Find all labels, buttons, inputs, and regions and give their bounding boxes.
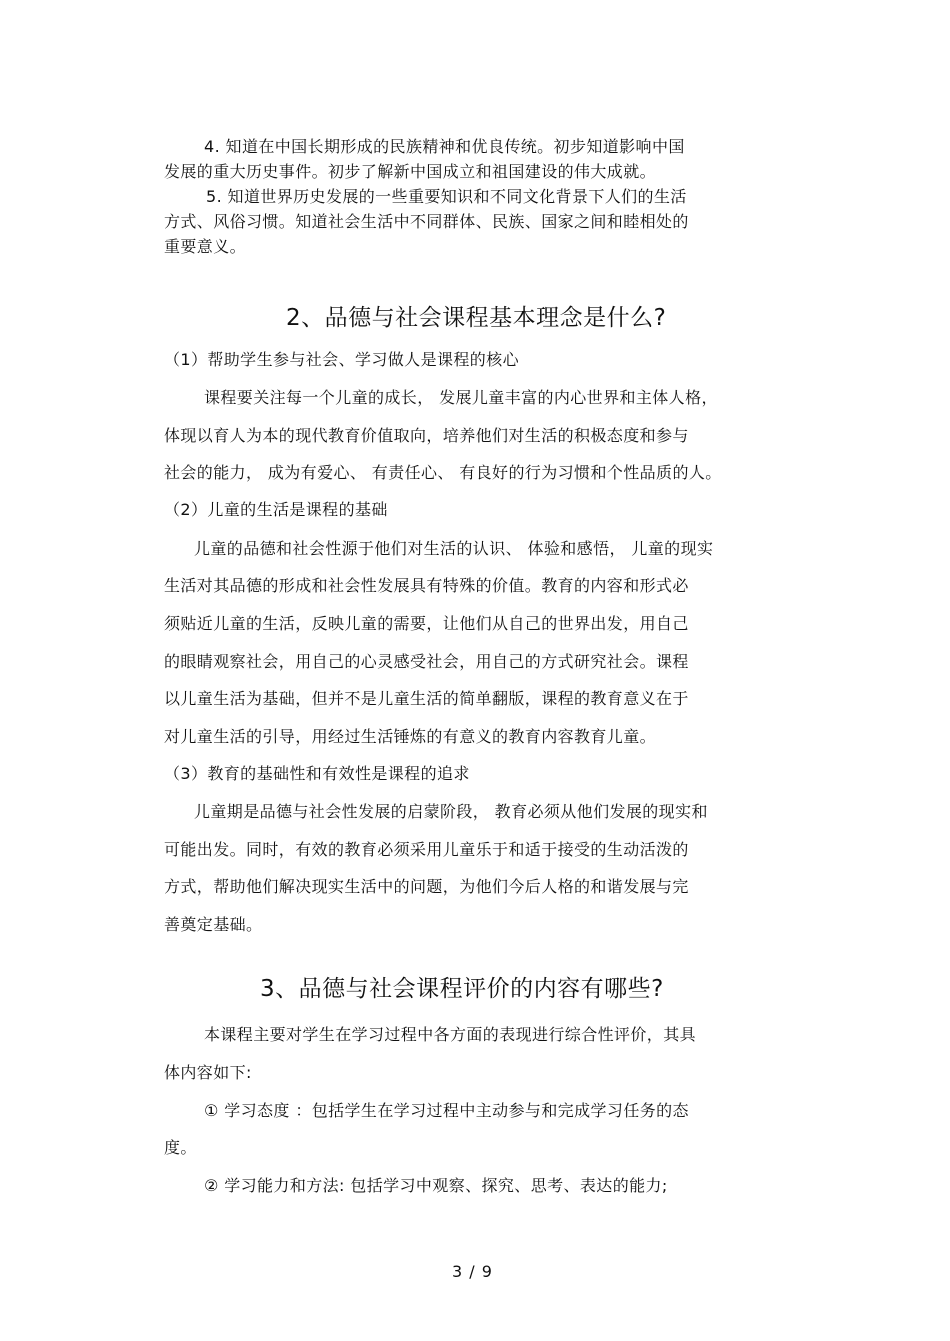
body-text-line: 社会的能力， 成为有爱心、 有责任心、 有良好的行为习惯和个性品质的人。	[164, 463, 722, 482]
body-text-line: 以儿童生活为基础，但并不是儿童生活的简单翻版，课程的教育意义在于	[164, 689, 689, 708]
body-text-line: 4. 知道在中国长期形成的民族精神和优良传统。初步知道影响中国	[204, 137, 685, 156]
body-text-line: 儿童期是品德与社会性发展的启蒙阶段， 教育必须从他们发展的现实和	[194, 802, 708, 821]
body-text-line: 须贴近儿童的生活，反映儿童的需要，让他们从自己的世界出发，用自己	[164, 614, 689, 633]
body-text-line: 生活对其品德的形成和社会性发展具有特殊的价值。教育的内容和形式必	[164, 576, 689, 595]
body-text-line: 体现以育人为本的现代教育价值取向，培养他们对生活的积极态度和参与	[164, 426, 689, 445]
page-number: 3 / 9	[452, 1262, 493, 1281]
body-text-line: 方式、风俗习惯。知道社会生活中不同群体、民族、国家之间和睦相处的	[164, 212, 689, 231]
body-text-line: 度。	[164, 1138, 197, 1157]
body-text-line: 5. 知道世界历史发展的一些重要知识和不同文化背景下人们的生活	[206, 187, 687, 206]
body-text-line: 可能出发。同时，有效的教育必须采用儿童乐于和适于接受的生动活泼的	[164, 840, 689, 859]
section-heading: 3、品德与社会课程评价的内容有哪些?	[260, 976, 664, 1002]
subheading-line: （1）帮助学生参与社会、学习做人是课程的核心	[164, 350, 519, 369]
body-text-line: 本课程主要对学生在学习过程中各方面的表现进行综合性评价，其具	[204, 1025, 697, 1044]
subheading-line: （3）教育的基础性和有效性是课程的追求	[164, 764, 470, 783]
list-item: ② 学习能力和方法: 包括学习中观察、探究、思考、表达的能力;	[204, 1176, 668, 1195]
list-item: ① 学习态度 ：包括学生在学习过程中主动参与和完成学习任务的态	[204, 1101, 689, 1120]
body-text-line: 对儿童生活的引导，用经过生活锤炼的有意义的教育内容教育儿童。	[164, 727, 657, 746]
body-text-line: 方式，帮助他们解决现实生活中的问题，为他们今后人格的和谐发展与完	[164, 877, 689, 896]
body-text-line: 体内容如下:	[164, 1063, 252, 1082]
body-text-line: 发展的重大历史事件。初步了解新中国成立和祖国建设的伟大成就。	[164, 162, 657, 181]
body-text-line: 的眼睛观察社会，用自己的心灵感受社会，用自己的方式研究社会。课程	[164, 652, 689, 671]
body-text-line: 善奠定基础。	[164, 915, 263, 934]
section-heading: 2、品德与社会课程基本理念是什么?	[286, 305, 667, 331]
body-text-line: 课程要关注每一个儿童的成长， 发展儿童丰富的内心世界和主体人格，	[204, 388, 718, 407]
body-text-line: 重要意义。	[164, 237, 247, 256]
subheading-line: （2）儿童的生活是课程的基础	[164, 500, 388, 519]
body-text-line: 儿童的品德和社会性源于他们对生活的认识、 体验和感悟， 儿童的现实	[194, 539, 714, 558]
